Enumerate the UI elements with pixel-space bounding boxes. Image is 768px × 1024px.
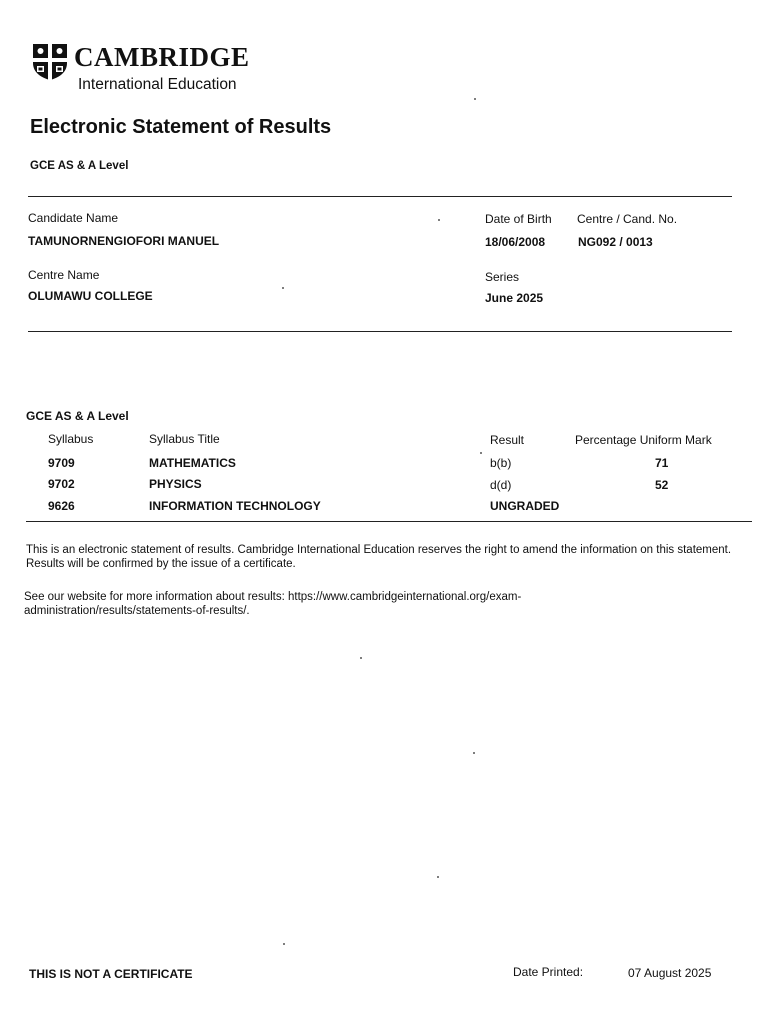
row-syllabus-title: INFORMATION TECHNOLOGY (149, 499, 321, 513)
cambridge-shield-logo (32, 43, 68, 81)
scan-speck (474, 98, 476, 100)
centre-cand-label: Centre / Cand. No. (577, 212, 678, 226)
website-note-line2: administration/results/statements-of-results/. (24, 605, 250, 617)
candidate-name-value: TAMUNORNENGIOFORI MANUEL (28, 234, 220, 248)
header-result: Result (490, 433, 525, 447)
scan-speck (360, 657, 362, 659)
scan-speck (480, 452, 482, 454)
series-label: Series (485, 270, 520, 284)
divider-top (28, 196, 732, 197)
row-result: b(b) (490, 456, 512, 470)
not-certificate-notice: THIS IS NOT A CERTIFICATE (29, 967, 193, 981)
disclaimer-text: This is an electronic statement of results. Cambridge International Education reserves the right to amend the information on this statement. Results will be confirmed by the issue of a certificate. (26, 544, 732, 570)
candidate-name-label: Candidate Name (28, 211, 119, 225)
qualification-label: GCE AS & A Level (30, 160, 129, 172)
scan-speck (473, 752, 475, 754)
row-syllabus-title: PHYSICS (149, 477, 202, 491)
centre-name-label: Centre Name (28, 268, 100, 282)
divider-results (26, 521, 752, 522)
row-syllabus-code: 9626 (48, 499, 75, 513)
header-syllabus-title: Syllabus Title (149, 432, 220, 446)
divider-middle (28, 331, 732, 332)
scan-speck (437, 876, 439, 878)
website-note-line1: See our website for more information about results: https://www.cambridgeinternational.org/exam- (24, 591, 522, 603)
dob-label: Date of Birth (485, 212, 552, 226)
page-title: Electronic Statement of Results (30, 116, 332, 138)
row-result: UNGRADED (490, 499, 560, 513)
row-syllabus-code: 9702 (48, 477, 75, 491)
brand-subtitle: International Education (78, 76, 237, 93)
row-syllabus-title: MATHEMATICS (149, 456, 236, 470)
row-syllabus-code: 9709 (48, 456, 75, 470)
header-pum: Percentage Uniform Mark (575, 433, 712, 447)
date-printed-value: 07 August 2025 (628, 966, 712, 980)
row-pum: 52 (655, 478, 669, 492)
scan-speck (438, 219, 440, 221)
dob-value: 18/06/2008 (485, 235, 546, 249)
row-pum: 71 (655, 456, 669, 470)
brand-wordmark: CAMBRIDGE (74, 42, 250, 72)
header-syllabus: Syllabus (48, 432, 94, 446)
centre-cand-value: NG092 / 0013 (578, 235, 653, 249)
scan-speck (283, 943, 285, 945)
centre-name-value: OLUMAWU COLLEGE (28, 289, 153, 303)
results-section-title: GCE AS & A Level (26, 409, 129, 423)
scan-speck (282, 287, 284, 289)
date-printed-label: Date Printed: (513, 965, 584, 979)
row-result: d(d) (490, 478, 512, 492)
series-value: June 2025 (485, 291, 544, 305)
